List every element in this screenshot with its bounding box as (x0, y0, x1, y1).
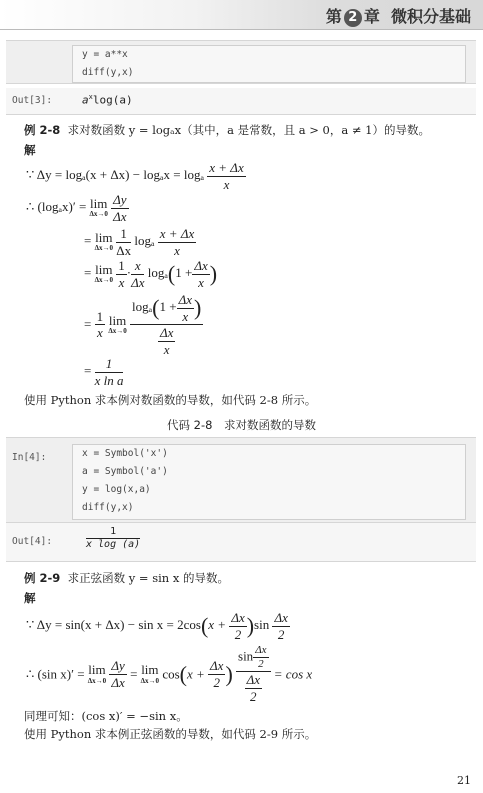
out-prompt-3: Out[3]: (12, 95, 53, 106)
fraction: $\frac{\Delta x}{x}$ (194, 258, 208, 290)
fraction: $\frac{\Delta y}{\Delta x}$ (113, 192, 127, 224)
example-2-8 (24, 122, 430, 138)
big-fraction: sin $\frac{\Delta x}{2}$ $\frac{\Delta x}{2}$ (236, 644, 271, 705)
example-2-9 (24, 570, 229, 586)
code-line: a = Symbol('a') (82, 466, 168, 477)
example-label: 例 2-8 (24, 123, 61, 137)
out-base: a (82, 93, 89, 107)
chapter-title (326, 4, 471, 27)
limit: lim Δx→0 (89, 196, 108, 219)
big-fraction: logₐ(1 + $\frac{\Delta x}{x}$ ) $\frac{\Delta x}{x}$ (131, 292, 202, 357)
out-sup: x (88, 93, 93, 101)
fraction: $\frac{x}{\Delta x}$ (131, 258, 145, 290)
code-line: diff(y,x) (82, 67, 134, 78)
chapter-name: 微积分基础 (390, 7, 471, 26)
code-block-4 (72, 444, 466, 520)
code-line: diff(y,x) (82, 502, 134, 513)
fraction: $\frac{1}{x}$ (96, 308, 104, 341)
out-prompt-4: Out[4]: (12, 536, 53, 547)
limit: lim Δx→0 (94, 230, 113, 253)
deriv29-line2: ∴ (sin x)′ = lim Δx→0 $\frac{\Delta y}{\Delta x}$ = lim Δx→0 cos(x + $\frac{\Delta x}{2}$ ) sin $\frac{\Delta x}{2}$ $\frac{\Delta x}{2}$ = cos x (26, 644, 313, 704)
chapter-suffix: 章 (363, 7, 380, 26)
limit: lim Δx→0 (108, 312, 127, 335)
solution-label: 解 (24, 591, 36, 605)
example-text: 求正弦函数 y = sin x 的导数。 (67, 571, 229, 585)
header-divider (0, 29, 483, 30)
solution-label: 解 (24, 143, 36, 157)
fraction: $\frac{x + \Delta x}{x}$ (209, 160, 244, 192)
fraction: $\frac{1}{\text{x ln a}}$ (94, 356, 124, 388)
deriv28-line6: = $\frac{1}{\text{x ln a}}$ (84, 356, 124, 388)
code-caption-2-8: 代码 2-8 求对数函数的导数 (167, 418, 316, 432)
deriv29-line1: ∵ Δy = sin(x + Δx) − sin x = 2cos(x + $\frac{\Delta x}{2}$ )sin $\frac{\Delta x}{2}$ (26, 610, 288, 642)
paragraph-python-2-8: 使用 Python 求本例对数函数的导数，如代码 2-8 所示。 (24, 393, 317, 407)
deriv-text: ∴ (logₐx)′ = (26, 199, 87, 215)
limit: lim Δx→0 (94, 262, 113, 285)
code-cell-4 (6, 437, 476, 523)
example-text: 求对数函数 y = logₐx（其中，a 是常数，且 a > 0，a ≠ 1）的导数。 (67, 123, 430, 137)
deriv-text: ∵ Δy = logₐ(x + Δx) − logₐx = logₐ (26, 167, 205, 183)
paragraph-cos-derivative: 同理可知：(cos x)′ = −sin x。 (24, 709, 188, 723)
deriv28-line1 (26, 160, 246, 192)
fraction: $\frac{x + \Delta x}{x}$ (159, 226, 195, 258)
output-value-3 (82, 93, 133, 107)
deriv28-line3: = lim Δx→0 $\frac{1}{\Delta x}$ logₐ $\frac{x + \Delta x}{x}$ (84, 226, 195, 258)
out-rest: log(a) (92, 93, 133, 107)
page-number: 21 (457, 774, 471, 787)
chapter-number-badge: 2 (344, 9, 362, 27)
output-value-4: $\frac{1}{\text{x log (a)}}$ (86, 526, 141, 550)
deriv28-line4: = lim Δx→0 $\frac{1}{x}$ · $\frac{x}{\Delta x}$ logₐ(1 + $\frac{\Delta x}{x}$ ) (84, 258, 218, 290)
paragraph-python-2-9: 使用 Python 求本例正弦函数的导数，如代码 2-9 所示。 (24, 727, 317, 741)
code-line: y = log(x,a) (82, 484, 151, 495)
chapter-prefix: 第 (325, 7, 342, 26)
deriv28-line5: = $\frac{1}{x}$ lim Δx→0 logₐ(1 + $\frac{\Delta x}{x}$ ) $\frac{\Delta x}{x}$ (84, 292, 202, 357)
code-cell-3 (6, 40, 476, 84)
example-label: 例 2-9 (24, 571, 61, 585)
fraction: $\frac{1}{x}$ (118, 258, 125, 290)
code-line: y = a**x (82, 49, 128, 60)
fraction: $\frac{1}{\Delta x}$ (116, 226, 132, 258)
output-cell-4 (6, 523, 476, 562)
deriv28-line2 (26, 192, 129, 224)
code-line: x = Symbol('x') (82, 448, 168, 459)
code-block-3 (72, 45, 466, 83)
in-prompt-4: In[4]: (12, 452, 47, 463)
output-cell-3 (6, 88, 476, 115)
page-header (0, 0, 483, 30)
